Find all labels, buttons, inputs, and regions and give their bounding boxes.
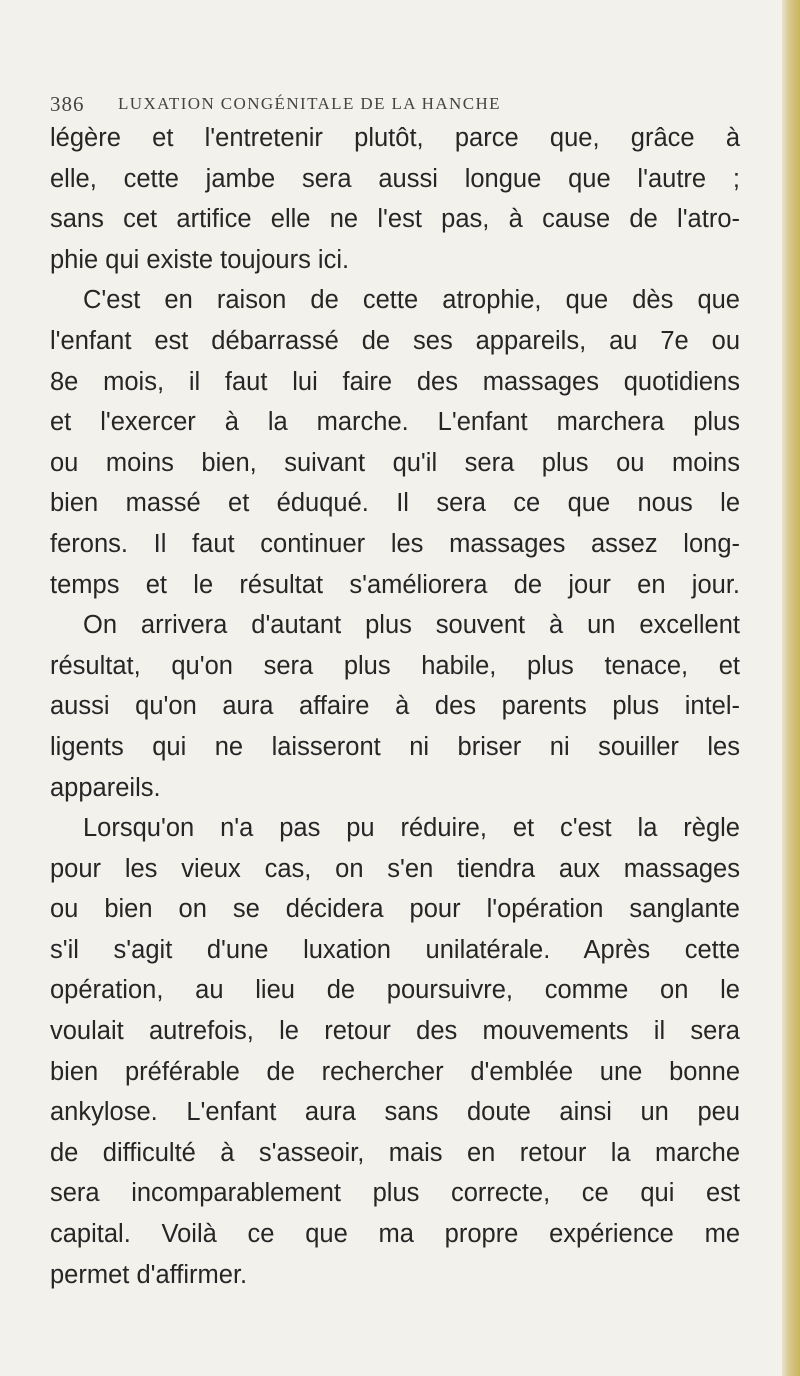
text-line: ferons. Il faut continuer les massages assez long- (50, 529, 740, 558)
text-line: sans cet artifice elle ne l'est pas, à cause de l'atro- (50, 205, 740, 234)
text-line: phie qui existe toujours ici. (50, 245, 350, 274)
page-number: 386 (50, 92, 85, 116)
page-header (50, 92, 730, 120)
text-line: ligents qui ne laisseront ni briser ni souiller les (50, 732, 740, 761)
text-line: sera incomparablement plus correcte, ce qui est (50, 1179, 740, 1208)
text-line: pour les vieux cas, on s'en tiendra aux massages (50, 854, 740, 883)
text-line: C'est en raison de cette atrophie, que dès que (83, 286, 740, 315)
text-line: Lorsqu'on n'a pas pu réduire, et c'est la règle (83, 814, 740, 843)
page-gutter-edge (782, 0, 800, 1376)
text-line: résultat, qu'on sera plus habile, plus tenace, et (50, 651, 740, 680)
text-line: et l'exercer à la marche. L'enfant marchera plus (50, 408, 740, 437)
text-line: opération, au lieu de poursuivre, comme on le (50, 976, 740, 1005)
text-line: ankylose. L'enfant aura sans doute ainsi un peu (50, 1098, 740, 1127)
text-line: temps et le résultat s'améliorera de jour en jour. (50, 570, 740, 599)
text-line: aussi qu'on aura affaire à des parents plus intel- (50, 692, 740, 721)
text-line: bien préférable de rechercher d'emblée une bonne (50, 1057, 740, 1086)
text-line: appareils. (50, 773, 161, 802)
text-line: s'il s'agit d'une luxation unilatérale. Après cette (50, 935, 740, 964)
text-line: capital. Voilà ce que ma propre expérience me (50, 1220, 740, 1249)
text-line: elle, cette jambe sera aussi longue que l'autre ; (50, 164, 740, 193)
text-line: l'enfant est débarrassé de ses appareils, au 7e ou (50, 326, 740, 355)
text-line: bien massé et éduqué. Il sera ce que nous le (50, 489, 740, 518)
running-title: LUXATION CONGÉNITALE DE LA HANCHE (118, 94, 501, 113)
body-text (50, 118, 740, 1295)
text-line: ou bien on se décidera pour l'opération sanglante (50, 895, 740, 924)
text-line: On arrivera d'autant plus souvent à un excellent (83, 611, 740, 640)
text-line: de difficulté à s'asseoir, mais en retour la marche (50, 1138, 740, 1167)
text-line: légère et l'entretenir plutôt, parce que, grâce à (50, 124, 740, 152)
text-line: 8e mois, il faut lui faire des massages quotidiens (50, 367, 740, 396)
text-line: voulait autrefois, le retour des mouvements il sera (50, 1017, 740, 1046)
text-line: permet d'affirmer. (50, 1260, 248, 1289)
text-line: ou moins bien, suivant qu'il sera plus ou moins (50, 448, 740, 477)
